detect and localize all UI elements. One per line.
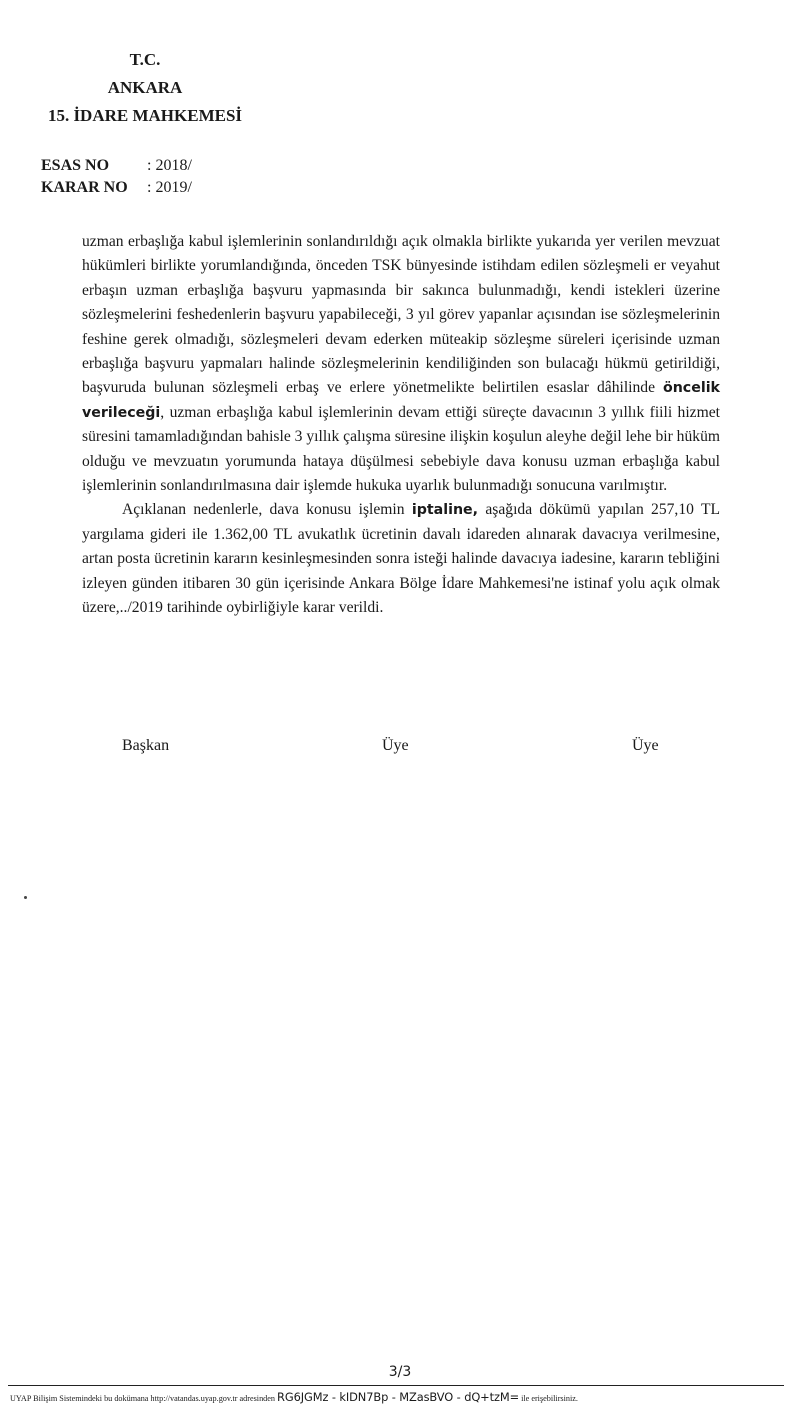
decision-body bbox=[82, 230, 720, 621]
header-line-court: 15. İDARE MAHKEMESİ bbox=[47, 106, 243, 125]
signature-member-2: Üye bbox=[632, 737, 659, 754]
signature-chair: Başkan bbox=[122, 737, 170, 754]
case-info bbox=[41, 155, 192, 199]
paragraph-reasoning-text-1: uzman erbaşlığa kabul işlemlerinin sonlandırıldığı açık olmakla birlikte yukarıda yer verilen mevzuat hükümleri birlikte yorumlandığında, önceden TSK bünyesinde istihdam edilen sözleşmeli er veyahut erbaşın uzman erbaşlığa başvuru yapmasında bir sakınca bulunmadığı, kendi istekleri üzerine sözleşmelerini feshedenlerin başvuru yapabileceği, 3 yıl görev yapanlar açısından ise sözleşmelerinin feshine gerek olmadığı, sözleşmeleri devam ederken müteakip sözleşme süreleri içerisinde uzman erbaşlığa başvuru yapmaları halinde sözleşmelerinin kendiliğinden son bulacağı hükmü getirildiği, başvuruda bulunan sözleşmeli erbaş ve erlere yönetmelikte belirtilen esaslar dâhilinde bbox=[82, 233, 720, 397]
karar-no-value: : 2019/ bbox=[147, 179, 192, 196]
paragraph-ruling bbox=[82, 498, 720, 620]
paragraph-ruling-text-1: Açıklanan nedenlerle, dava konusu işlemin bbox=[122, 501, 412, 519]
priority-emphasis: öncelik verileceği bbox=[82, 380, 720, 421]
paragraph-reasoning-text-2: , uzman erbaşlığa kabul işlemlerinin devam ettiği süreçte davacının 3 yıllık fiili hizmet süresini tamamladığından bahisle 3 yıllık çalışma süresine ilişkin koşulun aleyhe değil lehe bir hüküm olduğu ve mevzuatın yorumunda hataya düşülmesi sebebiyle dava konusu uzman erbaşlığa kabul işlemlerinin sonlandırılmasına dair işlemde hukuka uyarlık bulunmadığı sonucuna varılmıştır. bbox=[82, 403, 720, 495]
signature-block bbox=[0, 737, 800, 761]
page-number: 3/3 bbox=[388, 1364, 412, 1380]
scan-speck bbox=[24, 896, 27, 899]
court-header bbox=[30, 46, 260, 130]
footer-verification bbox=[10, 1389, 790, 1407]
esas-no-label: ESAS NO bbox=[41, 157, 110, 174]
footer-divider bbox=[8, 1385, 784, 1386]
esas-no-row bbox=[41, 155, 192, 177]
footer-suffix: ile erişebilirsiniz. bbox=[519, 1394, 578, 1403]
signature-member-1: Üye bbox=[382, 737, 409, 754]
header-line-city: ANKARA bbox=[107, 78, 183, 97]
header-line-tc: T.C. bbox=[129, 50, 161, 69]
paragraph-reasoning bbox=[82, 230, 720, 498]
annulment-emphasis: iptaline, bbox=[411, 502, 479, 519]
footer-prefix: UYAP Bilişim Sistemindeki bu dokümana http://vatandas.uyap.gov.tr adresinden bbox=[10, 1394, 278, 1403]
verification-code: RG6JGMz - kIDN7Bp - MZasBVO - dQ+tzM= bbox=[277, 1390, 520, 1404]
esas-no-value: : 2018/ bbox=[147, 157, 192, 174]
paragraph-ruling-text-2: aşağıda dökümü yapılan 257,10 TL yargılama gideri ile 1.362,00 TL avukatlık ücretinin davalı idareden alınarak davacıya verilmesine, artan posta ücretinin kararın kesinleşmesinden sonra isteği halinde davacıya iadesine, kararın tebliğini izleyen günden itibaren 30 gün içerisinde Ankara Bölge İdare Mahkemesi'ne istinaf yolu açık olmak üzere,../2019 tarihinde oybirliğiyle karar verildi. bbox=[82, 501, 720, 617]
karar-no-label: KARAR NO bbox=[41, 179, 128, 196]
karar-no-row bbox=[41, 177, 192, 199]
